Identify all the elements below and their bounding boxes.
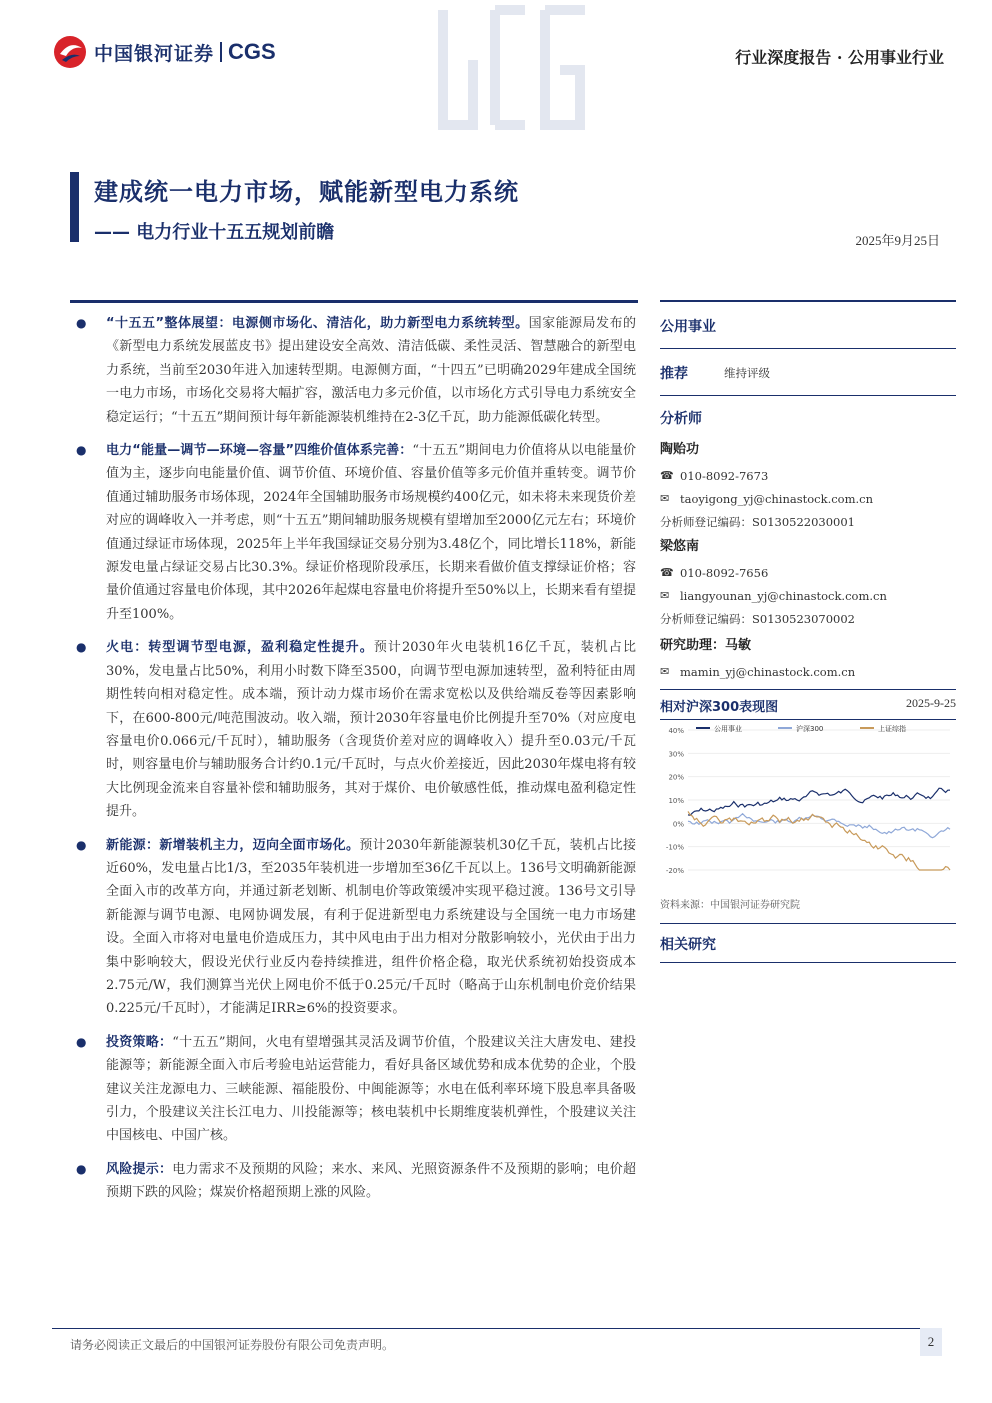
main-top-rule (70, 300, 638, 303)
chart-series-line (688, 788, 950, 815)
analyst-cert: 分析师登记编码：S0130523070002 (660, 611, 855, 626)
legend-label: 沪深300 (796, 725, 824, 733)
summary-paragraph (74, 439, 636, 626)
phone-icon: ☎ (660, 469, 674, 482)
analyst-email-row (660, 487, 956, 510)
email-icon: ✉ (660, 589, 670, 602)
chart-ytick-label: -20% (665, 867, 684, 875)
paragraph-body: 预计2030年火电装机16亿千瓦，装机占比30%，发电量占比50%，利用小时数下降至3500，向调节型电源加速转型，盈利特征由周期性转向相对稳定性。成本端，预计动力煤市场价在需求宽松以及供给端反卷等因素影响下，在600-800元/吨范围波动。收入端，预计2030年容量电价比例提升至70%（对应度电容量电价0.066元/千瓦时），辅助服务（含现货价差对应的调峰收入）提升至0.03元/千瓦时，则容量电价与辅助服务合计约0.1元/千瓦时，与点火价差接近，因此2030年煤电将有较大比例现金流来自容量补偿和辅助服务，其对于煤价、电价敏感性低，推动煤电盈利稳定性提升。 (106, 640, 636, 820)
bullet-icon: ● (76, 640, 87, 655)
logo-divider (220, 42, 222, 62)
legend-label: 公用事业 (714, 725, 742, 733)
analyst-phone-row (660, 464, 956, 487)
chart-source: 资料来源：中国银河证券研究院 (660, 900, 800, 911)
title-accent-bar (70, 172, 79, 242)
chart-legend (696, 724, 906, 733)
chart-ytick-label: 20% (668, 773, 684, 782)
related-research-heading[interactable]: 相关研究 (660, 937, 716, 953)
analyst-name: 陶贻功 (660, 442, 700, 457)
sidebar-divider (660, 923, 956, 924)
chart-date: 2025-9-25 (906, 696, 956, 710)
rating-label: 推荐 (660, 366, 688, 382)
analyst-phone: 010-8092-7673 (680, 468, 769, 483)
logo-en-text: CGS (228, 39, 276, 64)
report-subtitle: —— 电力行业十五五规划前瞻 (94, 222, 335, 243)
analyst-heading: 分析师 (660, 411, 702, 427)
sidebar-divider (660, 348, 956, 349)
analyst-name: 梁悠南 (660, 539, 700, 554)
bullet-icon: ● (76, 316, 87, 330)
paragraph-lead: 火电：转型调节型电源，盈利稳定性提升。 (106, 640, 374, 656)
cgs-watermark (395, 0, 625, 130)
sidebar-divider (660, 962, 956, 963)
sidebar (660, 300, 956, 963)
assistant-email[interactable]: mamin_yj@chinastock.com.cn (680, 664, 856, 679)
chart-grid (666, 727, 950, 875)
sidebar-divider (660, 689, 956, 690)
industry-label: 公用事业 (660, 319, 716, 335)
analyst-card (660, 535, 956, 630)
disclaimer-note: 请务必阅读正文最后的中国银河证券股份有限公司免责声明。 (70, 1338, 395, 1352)
research-assistant: 研究助理：马敏 (660, 638, 752, 653)
paragraph-lead: “十五五”整体展望：电源侧市场化、清洁化，助力新型电力系统转型。 (106, 316, 529, 331)
bullet-icon: ● (76, 443, 87, 458)
analyst-email[interactable]: taoyigong_yj@chinastock.com.cn (680, 491, 874, 506)
paragraph-body: “十五五”期间，火电有望增强其灵活及调节价值，个股建议关注大唐发电、建投能源等；新能源全面入市后考验电站运营能力，看好具备区域优势和成本优势的企业，个股建议关注龙源电力、三峡能源、福能股份、中闽能源等；水电在低利率环境下股息率具备吸引力，个股建议关注长江电力、川投能源等；核电装机中长期维度装机弹性，个股建议关注中国核电、中国广核。 (106, 1034, 636, 1144)
page-number: 2 (920, 1328, 942, 1356)
summary-paragraph (74, 312, 636, 429)
sidebar-divider (660, 395, 956, 396)
cgs-logo-icon (52, 34, 88, 70)
email-icon: ✉ (660, 665, 670, 678)
paragraph-lead: 电力“能量—调节—环境—容量”四维价值体系完善： (106, 443, 413, 459)
legend-label: 上证综指 (878, 725, 906, 733)
chart-ytick-label: 10% (668, 797, 684, 805)
company-logo (52, 34, 276, 70)
report-date: 2025年9月25日 (855, 233, 940, 248)
paragraph-lead: 投资策略： (106, 1034, 173, 1050)
bullet-icon: ● (76, 1034, 87, 1049)
summary-column (74, 312, 636, 1215)
chart-ytick-label: 0% (672, 820, 684, 829)
paragraph-lead: 风险提示： (106, 1161, 173, 1177)
analyst-phone-row (660, 561, 956, 584)
logo-cn-text: 中国银河证券 (94, 42, 215, 65)
summary-paragraph (74, 834, 636, 1021)
footer-rule (52, 1328, 942, 1329)
summary-paragraph (74, 636, 636, 823)
summary-paragraph (74, 1031, 636, 1148)
paragraph-body: “十五五”期间电力价值将从以电能量价值为主，逐步向电能量价值、调节价值、环境价值、容量价值等多元价值并重转变。调节价值通过辅助服务市场体现，2024年全国辅助服务市场规模约400亿元，如未将未来现货价差对应的调峰收入一并考虑，则“十五五”期间辅助服务规模有望增加至2000亿元左右；环境价值通过绿证市场体现，2025年上半年我国绿证交易分别为3.48亿个，同比增长118%，新能源发电量占绿证交易占比30.3%。绿证价格现阶段承压，长期来看做价值支撑绿证价格；容量价值通过容量电价体现，其中2026年起煤电容量电价将提升至50%以上，长期来看有望提升至100%。 (106, 443, 636, 622)
analyst-cert: 分析师登记编码：S0130522030001 (660, 514, 855, 529)
chart-title: 相对沪深300表现图 (660, 700, 779, 715)
assistant-email-row (660, 660, 956, 683)
relative-performance-chart (660, 720, 956, 890)
paragraph-body: 预计2030年新能源装机30亿千瓦，装机占比接近60%，发电量占比1/3，至2035年装机进一步增加至36亿千瓦以上。136号文明确新能源全面入市的改革方向，并通过新老划断、机制电价等政策缓冲实现平稳过渡。136号文引导新能源与调节电源、电网协调发展，有利于促进新型电力系统建设与全国统一电力市场建设。全面入市将对电量电价造成压力，其中风电由于出力相对分散影响较小，光伏由于出力集中影响较大，假设光伏行业反内卷持续推进，组件价格企稳，取光伏系统初始投资成本2.75元/W，我们测算当光伏上网电价不低于0.25元/千瓦时（略高于山东机制电价竞价结果0.225元/千瓦时），才能满足IRR≥6%的投资要求。 (106, 837, 636, 1017)
email-icon: ✉ (660, 492, 670, 505)
chart-header (660, 696, 956, 715)
paragraph-body: 电力需求不及预期的风险；来水、来风、光照资源条件不及预期的影响；电价超预期下跌的风险；煤炭价格超预期上涨的风险。 (106, 1161, 636, 1201)
rating-row (660, 363, 956, 383)
sidebar-top-rule (660, 300, 956, 302)
analyst-email[interactable]: liangyounan_yj@chinastock.com.cn (680, 588, 887, 603)
phone-icon: ☎ (660, 566, 674, 579)
rating-value: 维持评级 (724, 366, 770, 380)
summary-paragraph (74, 1158, 636, 1205)
paragraph-lead: 新能源：新增装机主力，迈向全面市场化。 (106, 837, 360, 853)
analyst-phone: 010-8092-7656 (680, 565, 769, 580)
analyst-email-row (660, 584, 956, 607)
paragraph-body: 国家能源局发布的《新型电力系统发展蓝皮书》提出建设安全高效、清洁低碳、柔性灵活、智慧融合的新型电力系统，当前至2030年进入加速转型期。电源侧方面，“十四五”已明确2029年建成全国统一电力市场，市场化交易将大幅扩容，激活电力多元价值，以市场化方式引导电力系统安全稳定运行；“十五五”期间预计每年新能源装机维持在2-3亿千瓦，助力能源低碳化转型。 (106, 316, 636, 425)
analyst-card (660, 438, 956, 533)
chart-ytick-label: 30% (668, 750, 684, 759)
report-title: 建成统一电力市场，赋能新型电力系统 (94, 178, 519, 206)
report-type-label: 行业深度报告 · 公用事业行业 (735, 48, 944, 67)
bullet-icon: ● (76, 837, 87, 852)
chart-ytick-label: 40% (668, 727, 684, 735)
bullet-icon: ● (76, 1161, 87, 1176)
chart-ytick-label: -10% (665, 843, 684, 852)
